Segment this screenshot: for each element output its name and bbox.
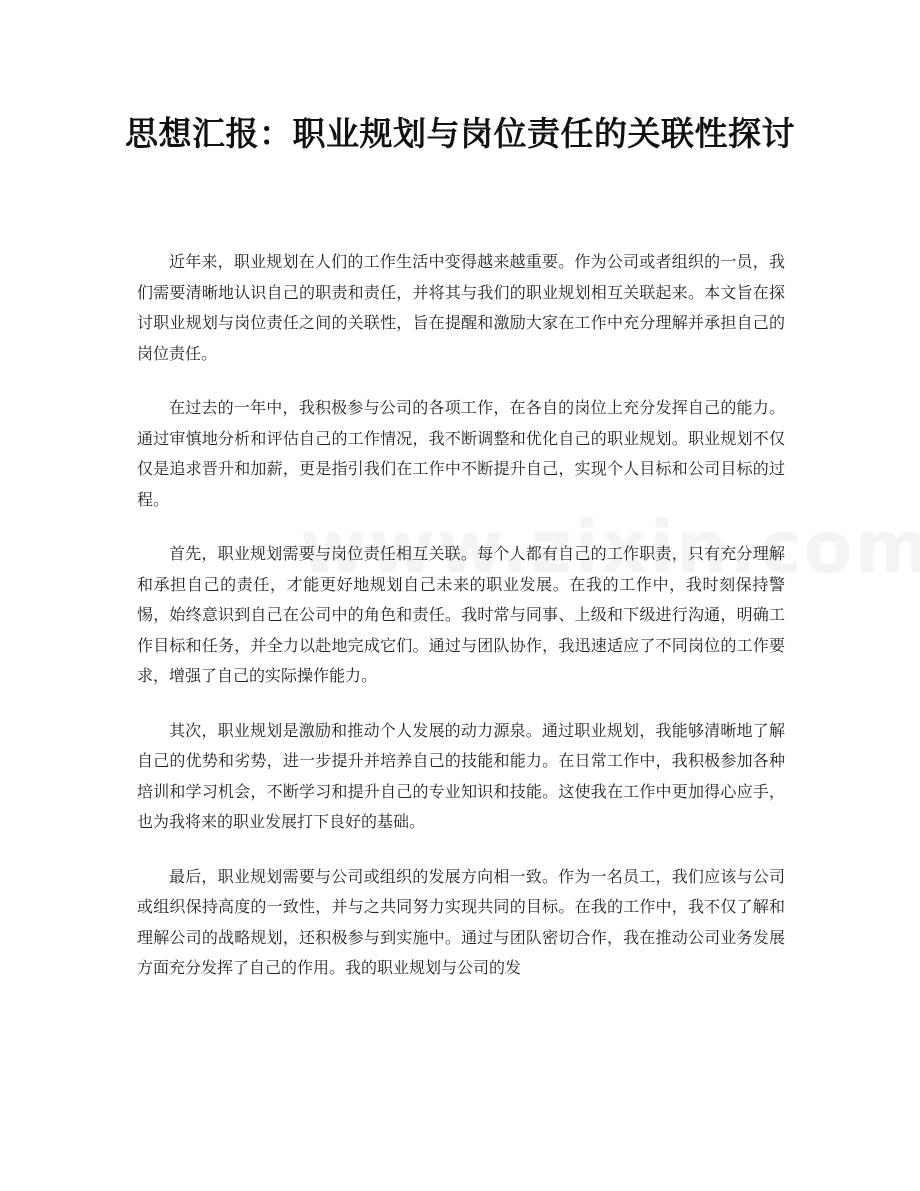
- paragraph-1: 近年来，职业规划在人们的工作生活中变得越来越重要。作为公司或者组织的一员，我们需要清晰地认识自己的职责和责任，并将其与我们的职业规划相互关联起来。本文旨在探讨职业规划与岗位责任之间的关联性，旨在提醒和激励大家在工作中充分理解并承担自己的岗位责任。: [137, 252, 785, 363]
- paragraph-2: 在过去的一年中，我积极参与公司的各项工作，在各自的岗位上充分发挥自己的能力。通过审慎地分析和评估自己的工作情况，我不断调整和优化自己的职业规划。职业规划不仅仅是追求晋升和加薪，更是指引我们在工作中不断提升自己，实现个人目标和公司目标的过程。: [137, 398, 785, 509]
- document-body: [137, 247, 785, 1008]
- document-title: 思想汇报：职业规划与岗位责任的关联性探讨: [125, 114, 795, 153]
- paragraph-3: 首先，职业规划需要与岗位责任相互关联。每个人都有自己的工作职责，只有充分理解和承担自己的责任，才能更好地规划自己未来的职业发展。在我的工作中，我时刻保持警惕，始终意识到自己在公司中的角色和责任。我时常与同事、上级和下级进行沟通，明确工作目标和任务，并全力以赴地完成它们。通过与团队协作，我迅速适应了不同岗位的工作要求，增强了自己的实际操作能力。: [137, 544, 785, 685]
- paragraph-5: 最后，职业规划需要与公司或组织的发展方向相一致。作为一名员工，我们应该与公司或组织保持高度的一致性，并与之共同努力实现共同的目标。在我的工作中，我不仅了解和理解公司的战略规划，还积极参与到实施中。通过与团队密切合作，我在推动公司业务发展方面充分发挥了自己的作用。我的职业规划与公司的发: [137, 866, 785, 977]
- paragraph-4: 其次，职业规划是激励和推动个人发展的动力源泉。通过职业规划，我能够清晰地了解自己的优势和劣势，进一步提升并培养自己的技能和能力。在日常工作中，我积极参加各种培训和学习机会，不断学习和提升自己的专业知识和技能。这使我在工作中更加得心应手，也为我将来的职业发展打下良好的基础。: [137, 720, 785, 831]
